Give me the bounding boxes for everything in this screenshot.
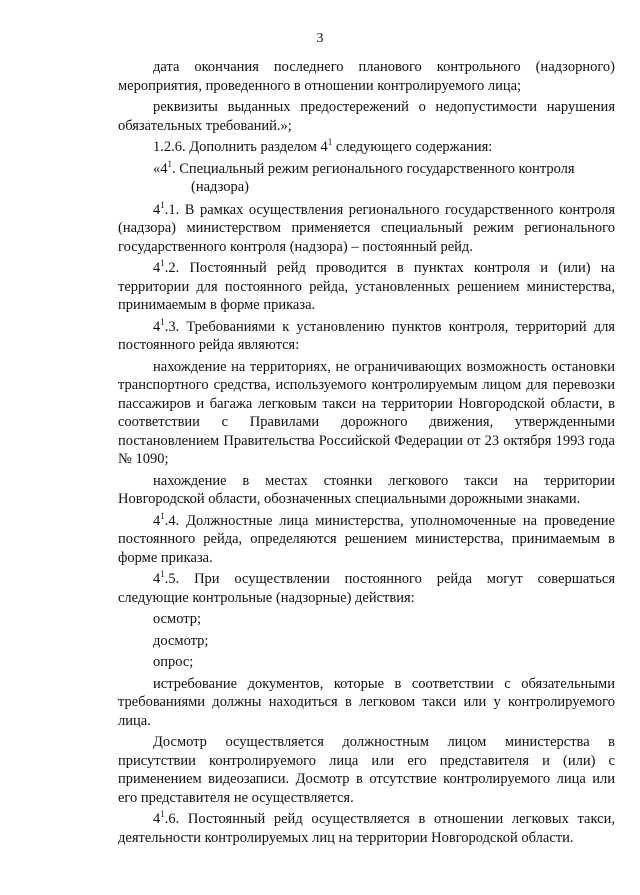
paragraph: истребование документов, которые в соответствии с обязательными требованиями должны находиться в легковом такси или у контролируемого лица. bbox=[118, 675, 615, 729]
paragraph: $4^1.5$. При осуществлении постоянного рейда могут совершаться следующие контрольные (надзорные) действия: bbox=[118, 569, 615, 606]
paragraph: Досмотр осуществляется должностным лицом министерства в присутствии контролируемого лица или его представителя и (или) с применением видеозаписи. Досмотр в отсутствие контролируемого лица или его представителя не осуществляется. bbox=[118, 734, 615, 806]
paragraph: $4^1.4$. Должностные лица министерства, уполномоченные на проведение постоянного рейда, определяются решением министерства, принимаемым в форме приказа. bbox=[118, 510, 615, 566]
list-item: опрос; bbox=[153, 654, 194, 670]
paragraph: $4^1.1$. В рамках осуществления регионального государственного контроля (надзора) министерством применяется специальный режим регионального государственного контроля (надзора) – постоянный рейд. bbox=[118, 199, 615, 255]
section-heading-line2: (надзора) bbox=[191, 179, 249, 195]
list-item: досмотр; bbox=[153, 632, 209, 649]
section-heading-line1: «$4^1$. Специальный режим регионального государственного контроля bbox=[153, 158, 575, 177]
paragraph: 1.2.6. Дополнить разделом $4^1$ следующего содержания: bbox=[153, 137, 493, 155]
paragraph: нахождение на территориях, не ограничивающих возможность остановки транспортного средства, используемого контролируемым лицом для перевозки пассажиров и багажа легковым такси на территории Новгородской области, в соответствии с Правилами дорожного движения, утвержденными постановлением Правительства Российской Федерации от 23 октября 1993 года № 1090; bbox=[118, 358, 615, 467]
page-number: 3 bbox=[316, 31, 324, 46]
paragraph: дата окончания последнего планового контрольного (надзорного) мероприятия, проведенного в отношении контролируемого лица; bbox=[118, 59, 615, 94]
paragraph: реквизиты выданных предостережений о недопустимости нарушения обязательных требований.»; bbox=[118, 99, 615, 134]
paragraph: $4^1.6$. Постоянный рейд осуществляется в отношении легковых такси, деятельности контролируемых лиц на территории Новгородской области. bbox=[118, 809, 615, 846]
section-heading bbox=[118, 160, 615, 197]
paragraph: нахождение в местах стоянки легкового такси на территории Новгородской области, обозначенных специальными дорожными знаками. bbox=[118, 472, 615, 507]
document-body bbox=[118, 58, 615, 850]
paragraph: $4^1.3$. Требованиями к установлению пунктов контроля, территорий для постоянного рейда являются: bbox=[118, 316, 615, 353]
list-item: осмотр; bbox=[153, 611, 202, 627]
paragraph: $4^1.2$. Постоянный рейд проводится в пунктах контроля и (или) на территории для постоянного рейда, установленных решением министерства, принимаемым в форме приказа. bbox=[118, 258, 615, 313]
